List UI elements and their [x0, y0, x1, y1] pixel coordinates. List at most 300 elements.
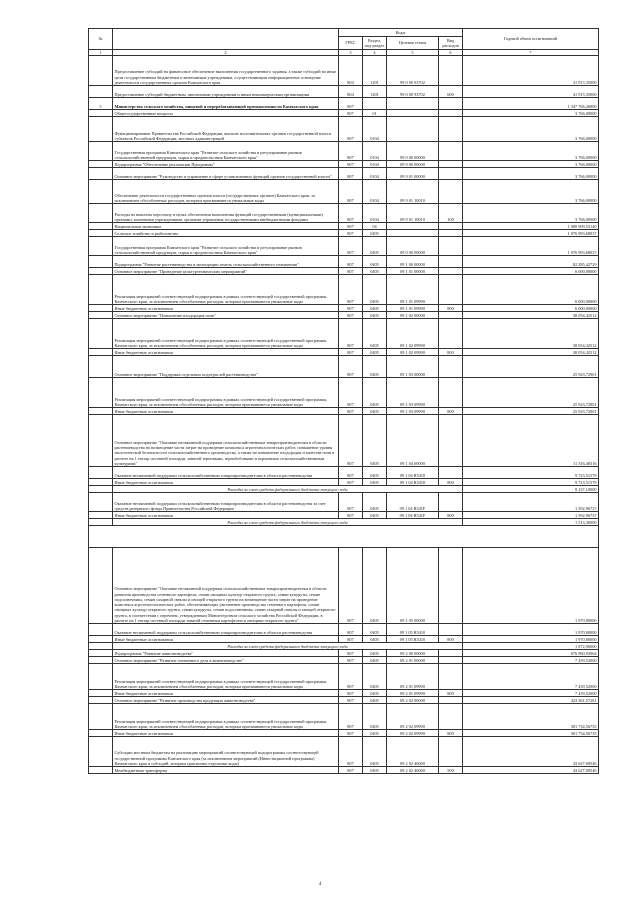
- name-cell: Национальная экономика: [113, 223, 339, 230]
- grbs-cell: 807: [339, 356, 363, 378]
- table-row: [89, 110, 599, 117]
- table-row: [89, 168, 599, 180]
- section-cell: 0405: [363, 650, 387, 657]
- target-cell: 09 1 04 R541F: [387, 512, 439, 519]
- table-row: [89, 275, 599, 305]
- amount-cell: 25 923,72901: [463, 356, 599, 378]
- kind-cell: [439, 223, 463, 230]
- amount-cell: 6 000,00000: [463, 268, 599, 275]
- kind-cell: [439, 664, 463, 690]
- target-cell: 09 2 02 09990: [387, 730, 439, 737]
- no-cell: [89, 117, 113, 142]
- amount-cell: 423 361,57281: [463, 697, 599, 704]
- table-row: [89, 378, 599, 408]
- table-header: [89, 29, 599, 56]
- no-cell: [89, 548, 113, 624]
- amount-cell: 43 627,00546: [463, 737, 599, 767]
- name-cell: Функционирование Правительства Российской Федерации, высших исполнительных органов государственной власти субъектов Российской Федерации, местных администраций: [113, 117, 339, 142]
- section-cell: 0405: [363, 415, 387, 467]
- kind-cell: [439, 161, 463, 168]
- grbs-cell: 807: [339, 697, 363, 704]
- table-row: [89, 223, 599, 230]
- header-no: №: [89, 29, 113, 50]
- section-cell: 0405: [363, 704, 387, 730]
- no-cell: [89, 204, 113, 223]
- amount-cell: 38 054,42512: [463, 349, 599, 356]
- kind-cell: [439, 180, 463, 204]
- table-row: [89, 305, 599, 312]
- target-cell: 09 2 01 09990: [387, 690, 439, 697]
- table-row: [89, 204, 599, 223]
- table-row: [89, 486, 599, 493]
- section-cell: 0405: [363, 737, 387, 767]
- kind-cell: [439, 624, 463, 636]
- target-cell: 09 1 02 09990: [387, 319, 439, 349]
- target-cell: 09 1 01 09990: [387, 275, 439, 305]
- no-cell: [89, 690, 113, 697]
- table-row: [89, 479, 599, 486]
- colnum-3: 3: [339, 50, 363, 56]
- section-cell: 0405: [363, 493, 387, 512]
- section-cell: [363, 98, 387, 110]
- name-cell: Иные бюджетные ассигнования: [113, 636, 339, 643]
- table-row: [89, 697, 599, 704]
- amount-cell: 41 915,35000: [463, 86, 599, 98]
- header-section: Раздел, под-раздел: [363, 37, 387, 50]
- kind-cell: [439, 378, 463, 408]
- kind-cell: 800: [439, 479, 463, 486]
- target-cell: 09 2 01 09990: [387, 664, 439, 690]
- section-cell: 0405: [363, 690, 387, 697]
- section-cell: 0405: [363, 408, 387, 415]
- amount-cell: 9 723,51579: [463, 467, 599, 479]
- federal-note: Расходы за счет средств федерального бюджета текущего года: [113, 519, 463, 526]
- section-cell: 0405: [363, 230, 387, 237]
- no-cell: [89, 624, 113, 636]
- section-cell: 1201: [363, 86, 387, 98]
- table-row: [89, 256, 599, 268]
- grbs-cell: 807: [339, 767, 363, 774]
- target-cell: 09 2 02 00000: [387, 697, 439, 704]
- table-row: [89, 636, 599, 643]
- name-cell: Реализация мероприятий соответствующей подпрограммы в рамках соответствующей государственной программы Камчатского края, за исключением обособленных расходов, которым присваиваются уникальные коды: [113, 275, 339, 305]
- federal-note: Расходы за счет средств федерального бюджета текущего года: [113, 486, 463, 493]
- table-row: [89, 117, 599, 142]
- no-cell: [89, 56, 113, 86]
- target-cell: 09 1 01 00000: [387, 268, 439, 275]
- grbs-cell: 807: [339, 312, 363, 319]
- kind-cell: [439, 697, 463, 704]
- no-cell: [89, 356, 113, 378]
- kind-cell: [439, 737, 463, 767]
- header-amount: Годовой объем ассигнований: [463, 29, 599, 50]
- section-cell: 01: [363, 110, 387, 117]
- grbs-cell: 807: [339, 548, 363, 624]
- target-cell: 09 1 02 09990: [387, 349, 439, 356]
- amount-cell: 38 054,42512: [463, 312, 599, 319]
- target-cell: [387, 230, 439, 237]
- name-cell: Основное мероприятие "Оказание несвязанной поддержки сельскохозяйственным товаропроизводителям в области развития производства семенного картофеля, семян овощных культур открытого грунта, семян кукурузы, семян подсолнечника, семян сахарной свеклы и овощей открытого грунта на возмещение части затрат на проведение комплекса агротехнологических работ, обеспечивающих увеличение производства семенного картофеля, семян овощных культур открытого грунта, семян кукурузы, семян подсолнечника, семян сахарной свеклы и овощей открытого грунта, в соответствии с перечнем, утвержденным Министерством сельского хозяйства Российской Федерации, в расчете на 1 гектар посевной площади занятой семенным картофелем и овощами открытого грунта": [113, 548, 339, 624]
- colnum-2: 2: [113, 50, 339, 56]
- target-cell: 09 1 04 R5410: [387, 467, 439, 479]
- target-cell: 99 0 00 93702: [387, 86, 439, 98]
- spacer-cell: [89, 526, 599, 548]
- kind-cell: 800: [439, 636, 463, 643]
- section-cell: 0405: [363, 256, 387, 268]
- no-cell: [89, 378, 113, 408]
- table-row: [89, 230, 599, 237]
- target-cell: 09 1 03 09990: [387, 378, 439, 408]
- grbs-cell: 807: [339, 657, 363, 664]
- name-cell: Общегосударственные вопросы: [113, 110, 339, 117]
- section-cell: 0405: [363, 730, 387, 737]
- target-cell: 09 1 00 00000: [387, 256, 439, 268]
- grbs-cell: 807: [339, 319, 363, 349]
- section-cell: 0405: [363, 657, 387, 664]
- amount-cell: 43 627,00546: [463, 767, 599, 774]
- no-cell: [89, 643, 113, 650]
- target-cell: [387, 117, 439, 142]
- grbs-cell: 807: [339, 161, 363, 168]
- target-cell: 09 1 05 R5410: [387, 624, 439, 636]
- section-cell: 0104: [363, 168, 387, 180]
- section-cell: 0405: [363, 467, 387, 479]
- section-cell: 0405: [363, 305, 387, 312]
- kind-cell: [439, 415, 463, 467]
- table-row: [89, 98, 599, 110]
- name-cell: Государственная программа Камчатского края "Развитие сельского хозяйства и регулирование рынков сельскохозяйственной продукции, сырья и продовольствия Камчатского края": [113, 142, 339, 161]
- name-cell: Основное мероприятие "Поддержка отдельных подотраслей растениеводства": [113, 356, 339, 378]
- target-cell: 09 2 00 00000: [387, 650, 439, 657]
- target-cell: 09 1 02 00000: [387, 312, 439, 319]
- kind-cell: [439, 56, 463, 86]
- name-cell: Иные бюджетные ассигнования: [113, 408, 339, 415]
- section-cell: 0405: [363, 268, 387, 275]
- grbs-cell: 807: [339, 256, 363, 268]
- no-cell: [89, 664, 113, 690]
- name-cell: Иные бюджетные ассигнования: [113, 730, 339, 737]
- amount-cell: 1 347 766,26800: [463, 98, 599, 110]
- name-cell: Основное мероприятие "Повышение плодородия почв": [113, 312, 339, 319]
- table-row: [89, 548, 599, 624]
- kind-cell: 800: [439, 730, 463, 737]
- amount-cell: 11 316,48316: [463, 415, 599, 467]
- target-cell: 09 0 00 00000: [387, 237, 439, 256]
- grbs-cell: 807: [339, 305, 363, 312]
- amount-cell: 1 872,96000: [463, 643, 599, 650]
- name-cell: Реализация мероприятий соответствующей подпрограммы в рамках соответствующей государственной программы Камчатского края, за исключением обособленных расходов, которым присваиваются уникальные коды: [113, 378, 339, 408]
- section-cell: 0104: [363, 161, 387, 168]
- amount-cell: 1 592,96737: [463, 493, 599, 512]
- no-cell: [89, 479, 113, 486]
- grbs-cell: 807: [339, 512, 363, 519]
- amount-cell: 7 439,52000: [463, 690, 599, 697]
- section-cell: 0405: [363, 636, 387, 643]
- name-cell: Расходы на выплаты персоналу в целях обеспечения выполнения функций государственными (муниципальными) органами, казенными учреждениями, органами управления государственными внебюджетными фондами: [113, 204, 339, 223]
- table-row: [89, 526, 599, 548]
- federal-note: Расходы за счет средств федерального бюджета текущего года: [113, 643, 463, 650]
- name-cell: Министерство сельского хозяйства, пищевой и перерабатывающей промышленности Камчатского края: [113, 98, 339, 110]
- section-cell: 0405: [363, 275, 387, 305]
- kind-cell: [439, 548, 463, 624]
- no-cell: [89, 223, 113, 230]
- section-cell: 0405: [363, 697, 387, 704]
- amount-cell: 1 592,96737: [463, 512, 599, 519]
- kind-cell: [439, 493, 463, 512]
- no-cell: [89, 142, 113, 161]
- section-cell: 0405: [363, 664, 387, 690]
- no-cell: 5: [89, 98, 113, 110]
- colnum-5: 5: [387, 50, 439, 56]
- section-cell: 0405: [363, 349, 387, 356]
- no-cell: [89, 512, 113, 519]
- name-cell: Оказание несвязанной поддержки сельскохозяйственным товаропроизводителям в области растениеводства: [113, 624, 339, 636]
- amount-cell: 6 000,00000: [463, 275, 599, 305]
- kind-cell: 500: [439, 767, 463, 774]
- table-row: [89, 356, 599, 378]
- target-cell: 09 1 03 09990: [387, 408, 439, 415]
- header-name: [113, 29, 339, 50]
- table-row: [89, 312, 599, 319]
- kind-cell: [439, 704, 463, 730]
- colnum-4: 4: [363, 50, 387, 56]
- no-cell: [89, 237, 113, 256]
- table-row: [89, 408, 599, 415]
- name-cell: Обеспечение деятельности государственных органов власти (государственных органов) Камчатского края, за исключением обособленных расходов, которым присваиваются уникальные коды: [113, 180, 339, 204]
- name-cell: Государственная программа Камчатского края "Развитие сельского хозяйства и регулирование рынков сельскохозяйственной продукции, сырья и продовольствия Камчатского края": [113, 237, 339, 256]
- target-cell: 09 2 02 40060: [387, 767, 439, 774]
- target-cell: 09 1 05 R5410: [387, 636, 439, 643]
- grbs-cell: 807: [339, 230, 363, 237]
- target-cell: 09 1 04 R5410: [387, 479, 439, 486]
- name-cell: Реализация мероприятий соответствующей подпрограммы в рамках соответствующей государственной программы Камчатского края, за исключением обособленных расходов, которым присваиваются уникальные коды: [113, 319, 339, 349]
- name-cell: Иные бюджетные ассигнования: [113, 690, 339, 697]
- amount-cell: 1 970,80000: [463, 636, 599, 643]
- name-cell: Иные бюджетные ассигнования: [113, 305, 339, 312]
- no-cell: [89, 312, 113, 319]
- kind-cell: [439, 117, 463, 142]
- grbs-cell: 807: [339, 378, 363, 408]
- section-cell: 0405: [363, 237, 387, 256]
- amount-cell: 1 970,80000: [463, 624, 599, 636]
- target-cell: 09 1 01 09990: [387, 305, 439, 312]
- header-target: Целевая статья: [387, 37, 439, 50]
- no-cell: [89, 319, 113, 349]
- amount-cell: 8 237,10000: [463, 486, 599, 493]
- kind-cell: [439, 319, 463, 349]
- grbs-cell: 807: [339, 204, 363, 223]
- no-cell: [89, 467, 113, 479]
- amount-cell: 676 960,93964: [463, 650, 599, 657]
- no-cell: [89, 519, 113, 526]
- table-row: [89, 237, 599, 256]
- no-cell: [89, 636, 113, 643]
- no-cell: [89, 110, 113, 117]
- kind-cell: 800: [439, 512, 463, 519]
- target-cell: 09 1 04 00000: [387, 415, 439, 467]
- grbs-cell: 807: [339, 624, 363, 636]
- kind-cell: [439, 142, 463, 161]
- colnum-6: 6: [439, 50, 463, 56]
- amount-cell: 1 080 909,53140: [463, 223, 599, 230]
- grbs-cell: 807: [339, 467, 363, 479]
- no-cell: [89, 268, 113, 275]
- no-cell: [89, 650, 113, 657]
- name-cell: Межбюджетные трансферты: [113, 767, 339, 774]
- amount-cell: 41 915,35000: [463, 56, 599, 86]
- name-cell: Основное мероприятие "Развитие племенного дела в животноводстве": [113, 657, 339, 664]
- header-grbs: ГРБС: [339, 37, 363, 50]
- kind-cell: [439, 237, 463, 256]
- name-cell: Подпрограмма "Развитие растениеводства и мелиорации земель сельскохозяйственного назначения": [113, 256, 339, 268]
- grbs-cell: 807: [339, 408, 363, 415]
- table-row: [89, 349, 599, 356]
- amount-cell: 3 766,00000: [463, 110, 599, 117]
- table-row: [89, 657, 599, 664]
- table-row: [89, 643, 599, 650]
- no-cell: [89, 657, 113, 664]
- amount-cell: 25 923,72901: [463, 408, 599, 415]
- table-row: [89, 56, 599, 86]
- section-cell: 0405: [363, 378, 387, 408]
- amount-cell: 3 766,00000: [463, 161, 599, 168]
- name-cell: Основное мероприятие "Руководство и управление в сфере установленных функций органов государственной власти": [113, 168, 339, 180]
- table-row: [89, 519, 599, 526]
- name-cell: Оказание несвязанной поддержки сельскохозяйственным товаропроизводителям в области растениеводства за счет средств резервного фонда Правительства Российской Федерации: [113, 493, 339, 512]
- target-cell: 99 0 00 93702: [387, 56, 439, 86]
- amount-cell: 7 439,52000: [463, 664, 599, 690]
- grbs-cell: 807: [339, 479, 363, 486]
- target-cell: 09 1 05 00000: [387, 548, 439, 624]
- kind-cell: [439, 98, 463, 110]
- target-cell: 09 1 03 00000: [387, 356, 439, 378]
- amount-cell: 3 766,00000: [463, 204, 599, 223]
- kind-cell: [439, 312, 463, 319]
- section-cell: 04: [363, 223, 387, 230]
- no-cell: [89, 767, 113, 774]
- kind-cell: [439, 268, 463, 275]
- amount-cell: 381 734,56735: [463, 730, 599, 737]
- amount-cell: 38 054,42512: [463, 319, 599, 349]
- target-cell: [387, 223, 439, 230]
- no-cell: [89, 697, 113, 704]
- section-cell: 1201: [363, 56, 387, 86]
- name-cell: Основное мероприятие "Проведение культуртехнических мероприятий": [113, 268, 339, 275]
- colnum-1: 1: [89, 50, 113, 56]
- grbs-cell: 807: [339, 110, 363, 117]
- kind-cell: [439, 650, 463, 657]
- kind-cell: [439, 168, 463, 180]
- amount-cell: 3 766,00000: [463, 180, 599, 204]
- target-cell: 09 9 00 00000: [387, 161, 439, 168]
- grbs-cell: 807: [339, 180, 363, 204]
- grbs-cell: 807: [339, 415, 363, 467]
- grbs-cell: 807: [339, 664, 363, 690]
- kind-cell: [439, 356, 463, 378]
- amount-cell: 1 970,80000: [463, 548, 599, 624]
- section-cell: 0405: [363, 548, 387, 624]
- grbs-cell: 807: [339, 690, 363, 697]
- no-cell: [89, 230, 113, 237]
- amount-cell: 25 923,72901: [463, 378, 599, 408]
- no-cell: [89, 493, 113, 512]
- no-cell: [89, 486, 113, 493]
- name-cell: Реализация мероприятий соответствующей подпрограммы в рамках соответствующей государственной программы Камчатского края, за исключением обособленных расходов, которым присваиваются уникальные коды: [113, 664, 339, 690]
- no-cell: [89, 349, 113, 356]
- grbs-cell: 807: [339, 650, 363, 657]
- section-cell: 0104: [363, 204, 387, 223]
- section-cell: 0405: [363, 624, 387, 636]
- kind-cell: 600: [439, 86, 463, 98]
- table-row: [89, 415, 599, 467]
- grbs-cell: 807: [339, 117, 363, 142]
- amount-cell: 1 076 993,68037: [463, 230, 599, 237]
- name-cell: Основное мероприятие "Оказание несвязанной поддержки сельскохозяйственным товаропроизводителям в области растениеводства на возмещение части затрат на проведение комплекса агротехнологических работ, повышение уровня экологической безопасности сельскохозяйственного производства, а также на повышение плодородия и качества почв в расчете на 1 гектар посевной площади, занятой зерновыми, зернобобовыми и кормовыми сельскохозяйственными культурами": [113, 415, 339, 467]
- name-cell: Иные бюджетные ассигнования: [113, 512, 339, 519]
- table-row: [89, 86, 599, 98]
- table-row: [89, 730, 599, 737]
- kind-cell: 800: [439, 349, 463, 356]
- section-cell: 0405: [363, 312, 387, 319]
- grbs-cell: 807: [339, 237, 363, 256]
- no-cell: [89, 161, 113, 168]
- target-cell: 09 2 01 00000: [387, 657, 439, 664]
- section-cell: 0405: [363, 512, 387, 519]
- table-row: [89, 690, 599, 697]
- table-row: [89, 467, 599, 479]
- kind-cell: [439, 467, 463, 479]
- table-row: [89, 512, 599, 519]
- no-cell: [89, 408, 113, 415]
- name-cell: Иные бюджетные ассигнования: [113, 479, 339, 486]
- name-cell: Иные бюджетные ассигнования: [113, 349, 339, 356]
- target-cell: 09 0 00 00000: [387, 142, 439, 161]
- header-kind: Вид расходов: [439, 37, 463, 50]
- amount-cell: 3 766,00000: [463, 142, 599, 161]
- table-row: [89, 161, 599, 168]
- section-cell: 0405: [363, 479, 387, 486]
- name-cell: Оказание несвязанной поддержки сельскохозяйственным товаропроизводителям в области растениеводства: [113, 467, 339, 479]
- name-cell: Подпрограмма "Развитие животноводства": [113, 650, 339, 657]
- colnum-7: 7: [463, 50, 599, 56]
- kind-cell: 800: [439, 408, 463, 415]
- name-cell: Подпрограмма "Обеспечение реализации Программы": [113, 161, 339, 168]
- name-cell: Субсидии местным бюджетам на реализацию мероприятий соответствующей подпрограммы соответствующей государственной программы Камчатского края (за исключением мероприятий (Инвестиционной программы) Камчатского края и субсидий, которым присвоены отдельные коды): [113, 737, 339, 767]
- no-cell: [89, 168, 113, 180]
- grbs-cell: 807: [339, 493, 363, 512]
- grbs-cell: 807: [339, 223, 363, 230]
- no-cell: [89, 415, 113, 467]
- kind-cell: [439, 275, 463, 305]
- no-cell: [89, 86, 113, 98]
- grbs-cell: 807: [339, 268, 363, 275]
- no-cell: [89, 730, 113, 737]
- page-number: 4: [318, 882, 322, 887]
- grbs-cell: 804: [339, 86, 363, 98]
- table-row: [89, 624, 599, 636]
- amount-cell: 82 285,42729: [463, 256, 599, 268]
- amount-cell: 3 766,00000: [463, 168, 599, 180]
- name-cell: Основное мероприятие "Развитие производства продукции животноводства": [113, 697, 339, 704]
- kind-cell: [439, 230, 463, 237]
- section-cell: 0405: [363, 356, 387, 378]
- table-row: [89, 493, 599, 512]
- grbs-cell: 807: [339, 737, 363, 767]
- target-cell: 09 2 02 40060: [387, 737, 439, 767]
- name-cell: Предоставление субсидий бюджетным, автономным учреждениям и иным некоммерческим организациям: [113, 86, 339, 98]
- grbs-cell: 807: [339, 98, 363, 110]
- kind-cell: 100: [439, 204, 463, 223]
